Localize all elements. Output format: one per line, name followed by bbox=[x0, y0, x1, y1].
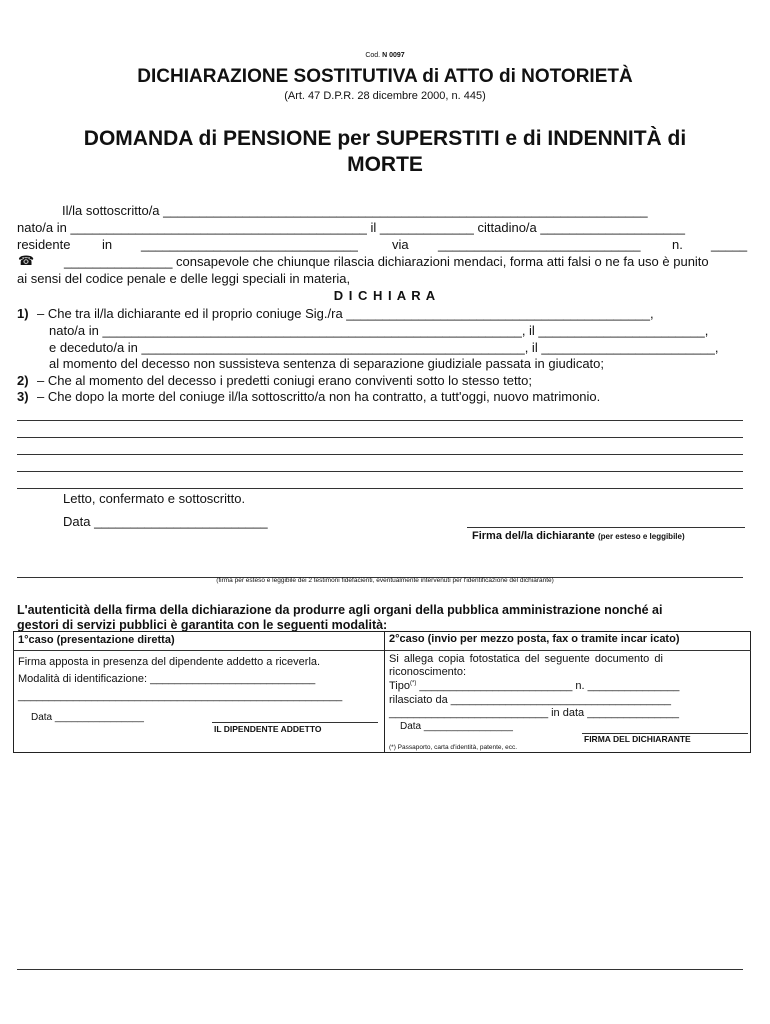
street-field[interactable]: ____________________________ bbox=[438, 237, 641, 252]
identification-mode-field[interactable]: Modalità di identificazione: ___________________________ bbox=[18, 673, 316, 685]
item-2-number: 2) bbox=[17, 373, 29, 388]
phone-icon: ☎ bbox=[18, 253, 35, 268]
document-title-line-1: DOMANDA di PENSIONE per SUPERSTITI e di INDENNITÀ di bbox=[83, 127, 687, 150]
spouse-birth-field[interactable]: nato/a in __________________________________________________________, il _______________________, bbox=[49, 323, 709, 338]
issue-date-field[interactable]: __________________________ in data _______________ bbox=[389, 707, 679, 719]
residence-label: residente bbox=[17, 237, 71, 252]
auth-table-header-divider bbox=[13, 650, 751, 651]
case-1-title: 1°caso (presentazione diretta) bbox=[18, 634, 175, 646]
document-title-line-2: MORTE bbox=[347, 153, 423, 176]
auth-heading-line-2: gestori di servizi pubblici è garantita con le seguenti modalità: bbox=[17, 618, 388, 632]
case-1-line-1: Firma apposta in presenza del dipendente addetto a riceverla. bbox=[18, 656, 321, 668]
date-field[interactable]: Data ________________________ bbox=[63, 514, 268, 529]
auth-heading-line-1: L'autenticità della firma della dichiarazione da produrre agli organi della pubblica amministrazione nonché ai bbox=[17, 603, 663, 617]
footnote-marker: (*) bbox=[410, 680, 417, 687]
item-2-statement: – Che al momento del decesso i predetti coniugi erano conviventi sotto lo stesso tetto; bbox=[37, 373, 533, 388]
item-1-number: 1) bbox=[17, 306, 29, 321]
blank-line[interactable] bbox=[17, 437, 743, 438]
case-2-title: 2°caso (invio per mezzo posta, fax o tramite incar icato) bbox=[389, 633, 680, 645]
spouse-death-field[interactable]: e deceduto/a in _____________________________________________________, il ________________________, bbox=[49, 340, 719, 355]
witness-note: (firma per esteso e leggibile dei 2 testimoni fidefacienti, eventualmente intervenuti per l'identificazione del dichiarante) bbox=[216, 577, 554, 584]
signer-name-field[interactable]: Il/la sottoscritto/a ___________________________________________________________________ bbox=[62, 203, 648, 218]
form-code bbox=[0, 52, 770, 59]
document-footnote: (*) Passaporto, carta d'identità, patente, ecc. bbox=[389, 744, 518, 751]
auth-table-column-divider bbox=[384, 631, 385, 752]
form-code-value: N 0097 bbox=[382, 52, 405, 59]
blank-line[interactable] bbox=[17, 471, 743, 472]
issued-by-field[interactable]: rilasciato da ____________________________________ bbox=[389, 694, 671, 706]
form-code-prefix: Cod. bbox=[365, 52, 381, 59]
signature-line[interactable] bbox=[467, 527, 745, 528]
employee-signature-label: IL DIPENDENTE ADDETTO bbox=[214, 724, 322, 734]
case-2-line-1: Si allega copia fotostatica del seguente documento di bbox=[389, 653, 663, 665]
case-1-date-field[interactable]: Data ________________ bbox=[31, 712, 144, 723]
document-type-label: Tipo bbox=[389, 680, 410, 692]
document-type-field[interactable] bbox=[389, 680, 679, 692]
form-subtitle: (Art. 47 D.P.R. 28 dicembre 2000, n. 445) bbox=[284, 90, 486, 102]
signature-label: Firma del/la dichiarante bbox=[472, 530, 595, 542]
identification-mode-field-2[interactable]: _____________________________________________________ bbox=[18, 690, 343, 702]
item-1-statement: al momento del decesso non sussisteva sentenza di separazione giudiziale passata in giudicato; bbox=[49, 356, 605, 371]
street-label: via bbox=[392, 237, 409, 252]
document-title bbox=[0, 126, 770, 178]
signature-note: (per esteso e leggibile) bbox=[597, 532, 685, 541]
confirmation-text: Letto, confermato e sottoscritto. bbox=[63, 491, 246, 506]
birth-info-field[interactable]: nato/a in _________________________________________ il _____________ cittadino/a ____________________ bbox=[17, 220, 685, 235]
street-number-field[interactable]: _____ bbox=[711, 237, 748, 252]
residence-in-label: in bbox=[102, 237, 113, 252]
residence-city-field[interactable]: ______________________________ bbox=[141, 237, 358, 252]
employee-signature-line[interactable] bbox=[212, 722, 378, 723]
signature-caption bbox=[472, 530, 685, 542]
item-3-statement: – Che dopo la morte del coniuge il/la sottoscritto/a non ha contratto, a tutt'oggi, nuovo matrimonio. bbox=[37, 389, 601, 404]
blank-line[interactable] bbox=[17, 488, 743, 489]
bottom-line bbox=[17, 969, 743, 970]
declares-heading: D I C H I A R A bbox=[333, 288, 437, 303]
phone-field-and-disclaimer[interactable]: _______________ consapevole che chiunque rilascia dichiarazioni mendaci, forma atti falsi o ne fa uso è punito bbox=[64, 254, 709, 269]
street-number-label: n. bbox=[672, 237, 683, 252]
form-title: DICHIARAZIONE SOSTITUTIVA di ATTO di NOTORIETÀ bbox=[137, 66, 633, 87]
blank-line[interactable] bbox=[17, 454, 743, 455]
declarant-signature-label: FIRMA DEL DICHIARANTE bbox=[584, 734, 691, 744]
blank-line[interactable] bbox=[17, 420, 743, 421]
document-type-blank: _________________________ n. _______________ bbox=[416, 680, 680, 692]
case-2-line-2: riconoscimento: bbox=[389, 666, 467, 678]
case-2-date-field[interactable]: Data ________________ bbox=[400, 721, 513, 732]
spouse-name-field[interactable]: – Che tra il/la dichiarante ed il proprio coniuge Sig./ra __________________________________________, bbox=[37, 306, 654, 321]
disclaimer-continued: ai sensi del codice penale e delle leggi speciali in materia, bbox=[17, 271, 351, 286]
item-3-number: 3) bbox=[17, 389, 29, 404]
